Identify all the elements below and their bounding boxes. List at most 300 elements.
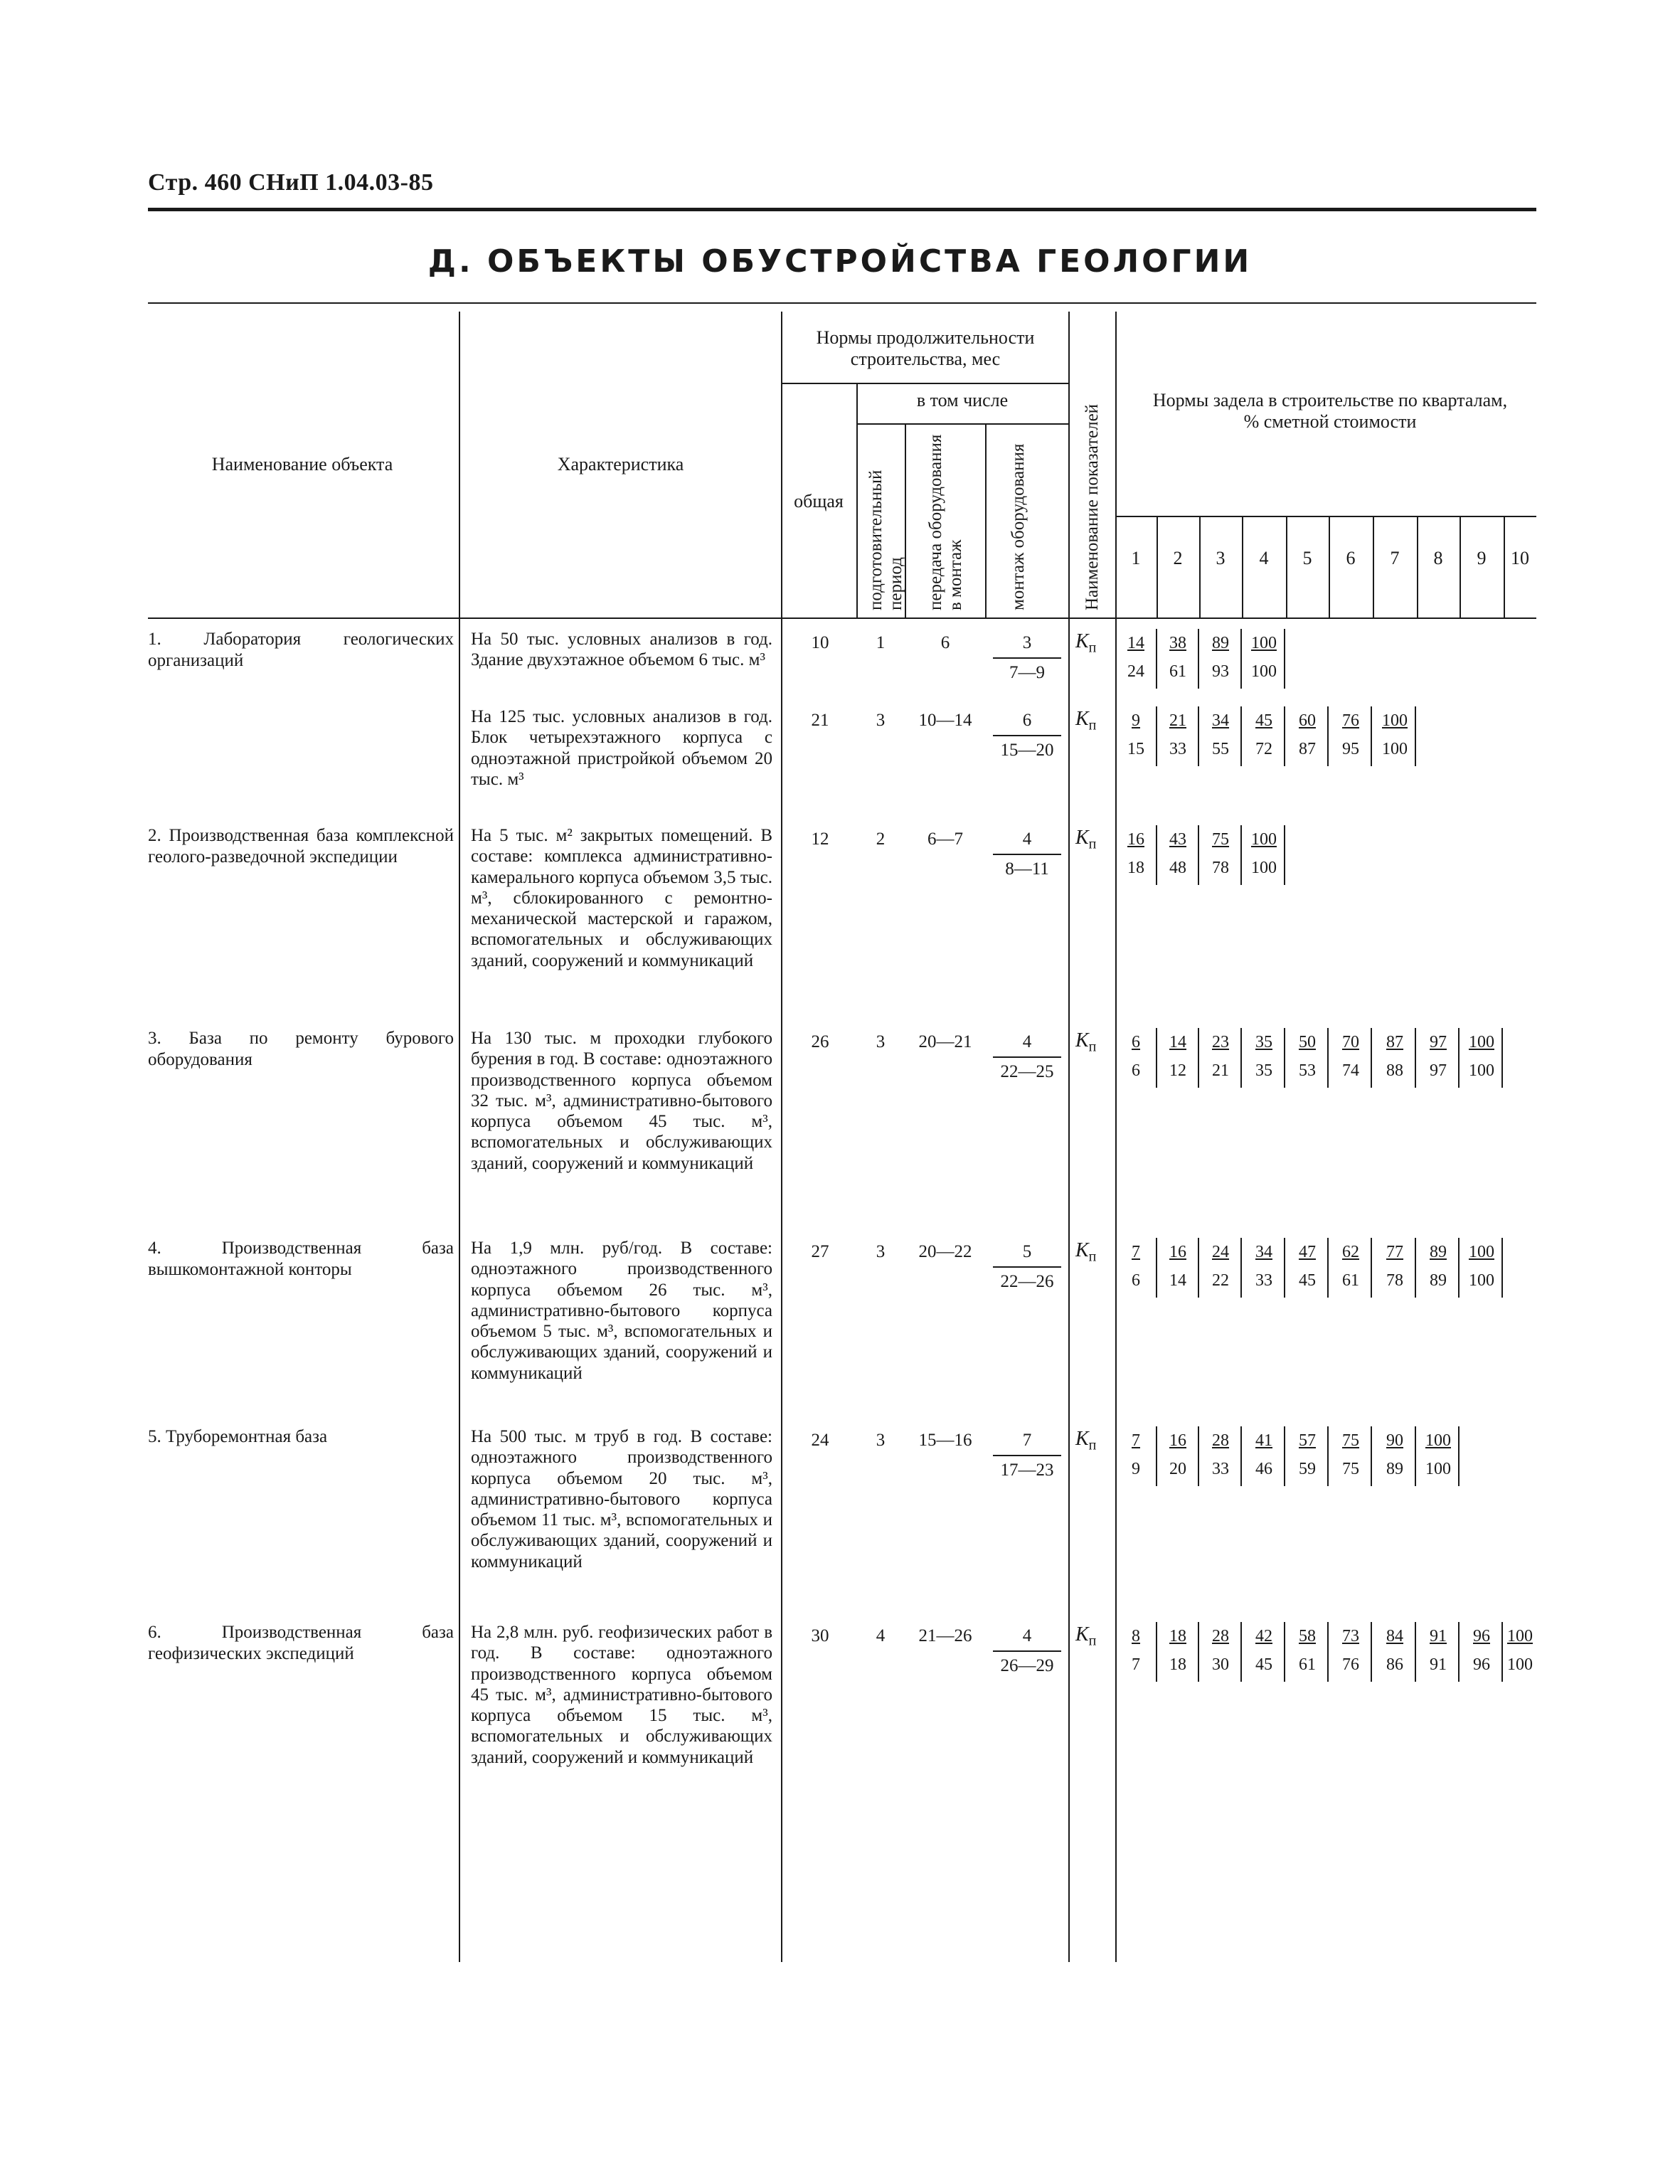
- indicator-subscript: п: [1088, 717, 1097, 733]
- quarter-header-7: 7: [1390, 548, 1400, 568]
- installation-bottom: 8—11: [1005, 859, 1049, 879]
- quarter-value-bottom: 89: [1430, 1271, 1447, 1290]
- indicator-subscript: п: [1088, 1039, 1097, 1055]
- quarter-value: [1164, 1426, 1192, 1483]
- quarter-value-top: 16: [1169, 1243, 1186, 1261]
- quarter-separator: [1240, 1622, 1242, 1682]
- quarter-value-bottom: 21: [1212, 1061, 1229, 1080]
- quarter-value-bottom: 61: [1169, 662, 1186, 681]
- quarter-value: [1122, 706, 1150, 763]
- grid-line: [1242, 516, 1243, 617]
- quarter-value-bottom: 100: [1507, 1655, 1533, 1674]
- quarter-value: [1206, 1238, 1235, 1295]
- grid-line: [1286, 516, 1287, 617]
- table-top-rule: [148, 302, 1536, 304]
- quarter-value: [1381, 1028, 1409, 1085]
- col-header-object-name: Наименование объекта: [211, 454, 393, 475]
- quarter-separator: [1327, 1622, 1329, 1682]
- quarter-separator: [1240, 825, 1242, 885]
- quarter-separator: [1458, 1028, 1460, 1088]
- col-header-backlog-norms: Нормы задела в строительстве по кварталам, % сметной стоимости: [1152, 390, 1508, 432]
- quarter-value-top: 100: [1382, 711, 1408, 730]
- indicator-kp: [1075, 1428, 1096, 1454]
- quarter-header-9: 9: [1477, 548, 1487, 568]
- quarter-value-top: 28: [1212, 1431, 1229, 1450]
- quarter-value-bottom: 100: [1469, 1271, 1494, 1290]
- quarter-value-bottom: 88: [1386, 1061, 1403, 1080]
- quarter-value: [1164, 1238, 1192, 1295]
- installation-fraction: [993, 1028, 1061, 1086]
- quarter-value: [1250, 1622, 1278, 1679]
- quarter-value-bottom: 76: [1342, 1655, 1359, 1674]
- quarter-value: [1206, 825, 1235, 882]
- installation-fraction: [993, 1426, 1061, 1485]
- quarter-value: [1336, 1028, 1365, 1085]
- indicator-kp: [1075, 1623, 1096, 1650]
- quarter-value: [1250, 1238, 1278, 1295]
- quarter-separator: [1240, 1028, 1242, 1088]
- quarter-separator: [1371, 1238, 1372, 1298]
- indicator-letter: К: [1075, 827, 1089, 849]
- grid-line: [856, 383, 858, 617]
- indicator-subscript: п: [1088, 1249, 1097, 1265]
- quarter-value: [1250, 706, 1278, 763]
- quarter-value: [1501, 1622, 1538, 1679]
- quarter-value-top: 75: [1342, 1431, 1359, 1450]
- grid-line: [985, 423, 987, 617]
- quarter-header-1: 1: [1131, 548, 1141, 568]
- quarter-separator: [1284, 825, 1285, 885]
- header-rule: [148, 208, 1536, 211]
- quarter-separator: [1501, 1238, 1503, 1298]
- grid-line: [1373, 516, 1374, 617]
- quarter-value-top: 43: [1169, 830, 1186, 849]
- quarter-value: [1293, 1622, 1322, 1679]
- quarter-value-top: 7: [1132, 1243, 1140, 1261]
- quarter-separator: [1156, 825, 1157, 885]
- quarter-value-top: 18: [1169, 1627, 1186, 1645]
- quarter-value-top: 76: [1342, 711, 1359, 730]
- col-header-preparatory: подготовительный период: [866, 470, 905, 610]
- quarter-separator: [1198, 1426, 1199, 1486]
- quarter-separator: [1371, 1426, 1372, 1486]
- object-name: 4. Производственная база вышкомонтажной конторы: [148, 1239, 454, 1279]
- grid-line: [1417, 516, 1418, 617]
- installation-bottom: 22—26: [1000, 1272, 1054, 1291]
- quarter-separator: [1415, 1622, 1416, 1682]
- quarter-value-top: 73: [1342, 1627, 1359, 1645]
- grid-line: [459, 312, 460, 1962]
- installation-fraction: [993, 825, 1061, 884]
- quarter-separator: [1198, 629, 1199, 689]
- col-header-including: в том числе: [916, 390, 1009, 410]
- quarter-value-top: 100: [1251, 634, 1277, 652]
- section-title: Д. ОБЪЕКТЫ ОБУСТРОЙСТВА ГЕОЛОГИИ: [427, 243, 1253, 280]
- quarter-separator: [1240, 629, 1242, 689]
- quarter-separator: [1415, 706, 1416, 766]
- indicator-kp: [1075, 630, 1096, 657]
- quarter-value-bottom: 45: [1299, 1271, 1316, 1290]
- transfer-period: 10—14: [918, 711, 972, 730]
- quarter-value-top: 100: [1469, 1243, 1494, 1261]
- duration-total: 26: [811, 1032, 829, 1051]
- quarter-value: [1206, 1028, 1235, 1085]
- quarter-separator: [1458, 1238, 1460, 1298]
- quarter-value-top: 16: [1127, 830, 1144, 849]
- quarter-value-bottom: 96: [1473, 1655, 1490, 1674]
- quarter-value-top: 100: [1425, 1431, 1451, 1450]
- installation-top: 6: [993, 706, 1061, 736]
- transfer-period: 21—26: [918, 1626, 972, 1645]
- quarter-value: [1424, 1238, 1452, 1295]
- quarter-separator: [1284, 1622, 1285, 1682]
- quarter-value-bottom: 74: [1342, 1061, 1359, 1080]
- quarter-value-bottom: 100: [1425, 1460, 1451, 1478]
- quarter-value-top: 100: [1251, 830, 1277, 849]
- object-name: 2. Производственная база комплексной геолого-разведочной экспедиции: [148, 826, 454, 866]
- quarter-value-bottom: 48: [1169, 859, 1186, 877]
- quarter-value-bottom: 78: [1386, 1271, 1403, 1290]
- quarter-value-top: 96: [1473, 1627, 1490, 1645]
- quarter-separator: [1415, 1028, 1416, 1088]
- quarter-value-top: 34: [1212, 711, 1229, 730]
- preparatory-period: 1: [876, 633, 886, 652]
- transfer-period: 20—22: [918, 1242, 972, 1261]
- col-header-total: общая: [794, 491, 844, 511]
- quarter-value-bottom: 61: [1342, 1271, 1359, 1290]
- quarter-value-top: 6: [1132, 1033, 1140, 1051]
- quarter-value: [1467, 1238, 1496, 1295]
- indicator-letter: К: [1075, 630, 1089, 652]
- quarter-value-top: 89: [1430, 1243, 1447, 1261]
- quarter-value-top: 8: [1132, 1627, 1140, 1645]
- transfer-period: 20—21: [918, 1032, 972, 1051]
- quarter-value: [1206, 706, 1235, 763]
- grid-line: [1504, 516, 1505, 617]
- quarter-value: [1381, 1622, 1409, 1679]
- quarter-value-bottom: 93: [1212, 662, 1229, 681]
- quarter-header-6: 6: [1346, 548, 1356, 568]
- indicator-letter: К: [1075, 1239, 1089, 1261]
- duration-total: 27: [811, 1242, 829, 1261]
- object-name: 3. База по ремонту бурового оборудования: [148, 1029, 454, 1069]
- quarter-value-bottom: 78: [1212, 859, 1229, 877]
- quarter-value-top: 21: [1169, 711, 1186, 730]
- quarter-value: [1122, 825, 1150, 882]
- quarter-value-bottom: 46: [1255, 1460, 1272, 1478]
- quarter-value: [1164, 825, 1192, 882]
- quarter-separator: [1156, 706, 1157, 766]
- quarter-value-bottom: 33: [1255, 1271, 1272, 1290]
- quarter-value-top: 28: [1212, 1627, 1229, 1645]
- indicator-kp: [1075, 708, 1096, 734]
- grid-line: [781, 383, 1068, 384]
- quarter-value-bottom: 61: [1299, 1655, 1316, 1674]
- quarter-value-bottom: 20: [1169, 1460, 1186, 1478]
- quarter-value: [1164, 1028, 1192, 1085]
- quarter-value: [1250, 1028, 1278, 1085]
- quarter-value-bottom: 15: [1127, 740, 1144, 758]
- installation-fraction: [993, 706, 1061, 765]
- quarter-value-top: 14: [1127, 634, 1144, 652]
- quarter-value: [1206, 1622, 1235, 1679]
- quarter-value-bottom: 100: [1469, 1061, 1494, 1080]
- quarter-value-top: 45: [1255, 711, 1272, 730]
- quarter-separator: [1284, 629, 1285, 689]
- characteristic-text: На 130 тыс. м проходки глубокого бурения в год. В составе: одноэтажного производственного корпуса объемом 32 тыс. м³, административно-бытового корпуса объемом 45 тыс. м³, вспомогательных и обслуживающих зданий, сооружений и коммуникаций: [471, 1029, 772, 1173]
- quarter-value: [1336, 1426, 1365, 1483]
- quarter-header-8: 8: [1433, 548, 1443, 568]
- quarter-value: [1424, 1028, 1452, 1085]
- installation-fraction: [993, 629, 1061, 687]
- grid-line: [1329, 516, 1330, 617]
- quarter-separator: [1458, 1426, 1460, 1486]
- quarter-separator: [1156, 1238, 1157, 1298]
- quarter-value-top: 84: [1386, 1627, 1403, 1645]
- object-name: 5. Труборемонтная база: [148, 1427, 328, 1446]
- quarter-value-bottom: 87: [1299, 740, 1316, 758]
- quarter-value-bottom: 14: [1169, 1271, 1186, 1290]
- indicator-subscript: п: [1088, 1437, 1097, 1453]
- quarter-separator: [1198, 706, 1199, 766]
- quarter-value-top: 62: [1342, 1243, 1359, 1261]
- quarter-value-top: 41: [1255, 1431, 1272, 1450]
- quarter-value-bottom: 33: [1212, 1460, 1229, 1478]
- preparatory-period: 2: [876, 829, 886, 849]
- quarter-value-bottom: 7: [1132, 1655, 1140, 1674]
- quarter-value-top: 7: [1132, 1431, 1140, 1450]
- quarter-header-10: 10: [1511, 548, 1529, 568]
- indicator-kp: [1075, 1029, 1096, 1056]
- quarter-separator: [1327, 1028, 1329, 1088]
- quarter-value-top: 60: [1299, 711, 1316, 730]
- quarter-separator: [1371, 1622, 1372, 1682]
- quarter-value: [1122, 1028, 1150, 1085]
- quarter-value-top: 42: [1255, 1627, 1272, 1645]
- grid-line: [1199, 516, 1201, 617]
- quarter-value: [1293, 1426, 1322, 1483]
- installation-bottom: 15—20: [1000, 741, 1054, 760]
- quarter-value-top: 50: [1299, 1033, 1316, 1051]
- quarter-value-bottom: 22: [1212, 1271, 1229, 1290]
- quarter-value: [1381, 1238, 1409, 1295]
- quarter-value-bottom: 18: [1127, 859, 1144, 877]
- quarter-value-bottom: 100: [1251, 859, 1277, 877]
- grid-line: [1115, 312, 1117, 1962]
- quarter-value: [1424, 1622, 1452, 1679]
- quarter-value-bottom: 24: [1127, 662, 1144, 681]
- quarter-value-top: 35: [1255, 1033, 1272, 1051]
- quarter-value: [1164, 1622, 1192, 1679]
- quarter-value-top: 77: [1386, 1243, 1403, 1261]
- quarter-value-top: 100: [1469, 1033, 1494, 1051]
- grid-line: [1115, 516, 1536, 517]
- installation-fraction: [993, 1622, 1061, 1680]
- duration-total: 10: [811, 633, 829, 652]
- transfer-period: 6—7: [927, 829, 963, 849]
- quarter-value-top: 75: [1212, 830, 1229, 849]
- quarter-separator: [1156, 1622, 1157, 1682]
- col-header-duration-norms: Нормы продолжительности строительства, мес: [816, 327, 1035, 369]
- indicator-letter: К: [1075, 1623, 1089, 1645]
- quarter-separator: [1327, 706, 1329, 766]
- quarter-value-bottom: 75: [1342, 1460, 1359, 1478]
- quarter-value-top: 58: [1299, 1627, 1316, 1645]
- quarter-value-top: 9: [1132, 711, 1140, 730]
- quarter-value: [1206, 1426, 1235, 1483]
- grid-line: [1460, 516, 1461, 617]
- quarter-separator: [1156, 629, 1157, 689]
- quarter-value: [1336, 706, 1365, 763]
- quarter-separator: [1240, 706, 1242, 766]
- quarter-value: [1381, 1426, 1409, 1483]
- grid-line: [148, 617, 1536, 619]
- quarter-value-bottom: 18: [1169, 1655, 1186, 1674]
- transfer-period: 15—16: [918, 1431, 972, 1450]
- quarter-separator: [1284, 1028, 1285, 1088]
- indicator-letter: К: [1075, 1029, 1089, 1051]
- quarter-value: [1250, 825, 1278, 882]
- indicator-kp: [1075, 1239, 1096, 1266]
- quarter-value-bottom: 9: [1132, 1460, 1140, 1478]
- quarter-value: [1164, 706, 1192, 763]
- characteristic-text: На 500 тыс. м труб в год. В составе: одноэтажного производственного корпуса объемом 20 тыс. м³, административно-бытового корпуса объемом 11 тыс. м³, вспомогательных и обслуживающих зданий, сооружений и коммуникаций: [471, 1427, 772, 1571]
- quarter-value-top: 87: [1386, 1033, 1403, 1051]
- quarter-value-bottom: 6: [1132, 1271, 1140, 1290]
- quarter-value: [1293, 1028, 1322, 1085]
- quarter-value: [1164, 629, 1192, 686]
- col-header-indicator-name: Наименование показателей: [1083, 403, 1102, 610]
- quarter-value-bottom: 33: [1169, 740, 1186, 758]
- quarter-value-bottom: 97: [1430, 1061, 1447, 1080]
- quarter-separator: [1198, 1238, 1199, 1298]
- quarter-separator: [1371, 1028, 1372, 1088]
- quarter-value-bottom: 100: [1251, 662, 1277, 681]
- quarter-separator: [1327, 1238, 1329, 1298]
- quarter-value: [1206, 629, 1235, 686]
- installation-bottom: 26—29: [1000, 1656, 1054, 1675]
- preparatory-period: 3: [876, 1431, 886, 1450]
- quarter-value: [1122, 1426, 1150, 1483]
- quarter-separator: [1284, 706, 1285, 766]
- quarter-value: [1122, 629, 1150, 686]
- quarter-value-bottom: 55: [1212, 740, 1229, 758]
- preparatory-period: 4: [876, 1626, 886, 1645]
- quarter-header-4: 4: [1259, 548, 1269, 568]
- object-name: 1. Лаборатория геологических организаций: [148, 630, 454, 670]
- quarter-separator: [1327, 1426, 1329, 1486]
- quarter-header-3: 3: [1216, 548, 1226, 568]
- page-header: Стр. 460 СНиП 1.04.03-85: [148, 169, 434, 196]
- quarter-value: [1250, 1426, 1278, 1483]
- quarter-value-top: 97: [1430, 1033, 1447, 1051]
- quarter-value: [1122, 1622, 1150, 1679]
- indicator-letter: К: [1075, 1428, 1089, 1450]
- quarter-value: [1293, 706, 1322, 763]
- quarter-separator: [1156, 1426, 1157, 1486]
- duration-total: 12: [811, 829, 829, 849]
- installation-top: 4: [993, 1028, 1061, 1058]
- object-name: 6. Производственная база геофизических экспедиций: [148, 1623, 454, 1663]
- duration-total: 30: [811, 1626, 829, 1645]
- quarter-separator: [1240, 1426, 1242, 1486]
- installation-fraction: [993, 1238, 1061, 1296]
- installation-bottom: 17—23: [1000, 1461, 1054, 1480]
- quarter-separator: [1458, 1622, 1460, 1682]
- col-header-characteristic: Характеристика: [557, 454, 684, 475]
- quarter-separator: [1156, 1028, 1157, 1088]
- quarter-value-bottom: 95: [1342, 740, 1359, 758]
- characteristic-text: На 50 тыс. условных анализов в год. Здание двухэтажное объемом 6 тыс. м³: [471, 630, 772, 670]
- quarter-value-bottom: 6: [1132, 1061, 1140, 1080]
- quarter-value-bottom: 45: [1255, 1655, 1272, 1674]
- grid-line: [1068, 312, 1070, 1962]
- installation-bottom: 7—9: [1009, 663, 1045, 682]
- grid-line: [781, 312, 782, 1962]
- quarter-value-top: 90: [1386, 1431, 1403, 1450]
- quarter-value-bottom: 100: [1382, 740, 1408, 758]
- indicator-kp: [1075, 827, 1096, 853]
- quarter-value-top: 16: [1169, 1431, 1186, 1450]
- quarter-value-top: 70: [1342, 1033, 1359, 1051]
- characteristic-text: На 2,8 млн. руб. геофизических работ в год. В составе: одноэтажного производственного корпуса объемом 45 тыс. м³, административно-бытового корпуса объемом 15 тыс. м³, вспомогательных и обслуживающих зданий, сооружений и коммуникаций: [471, 1623, 772, 1767]
- characteristic-text: На 1,9 млн. руб/год. В составе: одноэтажного производственного корпуса объемом 26 тыс. м³, административно-бытового корпуса объемом 5 тыс. м³, вспомогательных и обслуживающих зданий, сооружений и коммуникаций: [471, 1239, 772, 1383]
- quarter-header-2: 2: [1173, 548, 1183, 568]
- col-header-installation: монтаж оборудования: [1009, 443, 1028, 610]
- quarter-value-top: 24: [1212, 1243, 1229, 1261]
- indicator-subscript: п: [1088, 836, 1097, 852]
- quarter-value-bottom: 89: [1386, 1460, 1403, 1478]
- quarter-value-bottom: 53: [1299, 1061, 1316, 1080]
- preparatory-period: 3: [876, 711, 886, 730]
- quarter-separator: [1371, 706, 1372, 766]
- duration-total: 21: [811, 711, 829, 730]
- quarter-separator: [1284, 1238, 1285, 1298]
- preparatory-period: 3: [876, 1242, 886, 1261]
- quarter-value: [1250, 629, 1278, 686]
- quarter-value: [1424, 1426, 1452, 1483]
- col-header-transfer: передача оборудования в монтаж: [926, 434, 965, 610]
- quarter-value: [1381, 706, 1409, 763]
- installation-bottom: 22—25: [1000, 1062, 1054, 1081]
- quarter-value-top: 47: [1299, 1243, 1316, 1261]
- quarter-value: [1467, 1622, 1496, 1679]
- installation-top: 3: [993, 629, 1061, 659]
- grid-line: [856, 423, 1068, 425]
- indicator-subscript: п: [1088, 640, 1097, 656]
- duration-total: 24: [811, 1431, 829, 1450]
- preparatory-period: 3: [876, 1032, 886, 1051]
- characteristic-text: На 5 тыс. м² закрытых помещений. В составе: комплекса административно-камерального корпуса объемом 3,5 тыс. м³, сблокированного с ремонтно-механической мастерской и гаражом, вспомогательных и обслуживающих зданий, сооружений и коммуникаций: [471, 826, 772, 970]
- quarter-separator: [1198, 825, 1199, 885]
- quarter-value-bottom: 30: [1212, 1655, 1229, 1674]
- quarter-value: [1336, 1238, 1365, 1295]
- grid-line: [1157, 516, 1158, 617]
- quarter-value-top: 38: [1169, 634, 1186, 652]
- quarter-value: [1336, 1622, 1365, 1679]
- quarter-value-bottom: 35: [1255, 1061, 1272, 1080]
- quarter-separator: [1415, 1238, 1416, 1298]
- quarter-value-top: 89: [1212, 634, 1229, 652]
- quarter-value-top: 34: [1255, 1243, 1272, 1261]
- indicator-letter: К: [1075, 708, 1089, 730]
- quarter-value-bottom: 91: [1430, 1655, 1447, 1674]
- quarter-separator: [1501, 1028, 1503, 1088]
- installation-top: 5: [993, 1238, 1061, 1268]
- quarter-separator: [1198, 1028, 1199, 1088]
- quarter-value-top: 14: [1169, 1033, 1186, 1051]
- indicator-subscript: п: [1088, 1633, 1097, 1649]
